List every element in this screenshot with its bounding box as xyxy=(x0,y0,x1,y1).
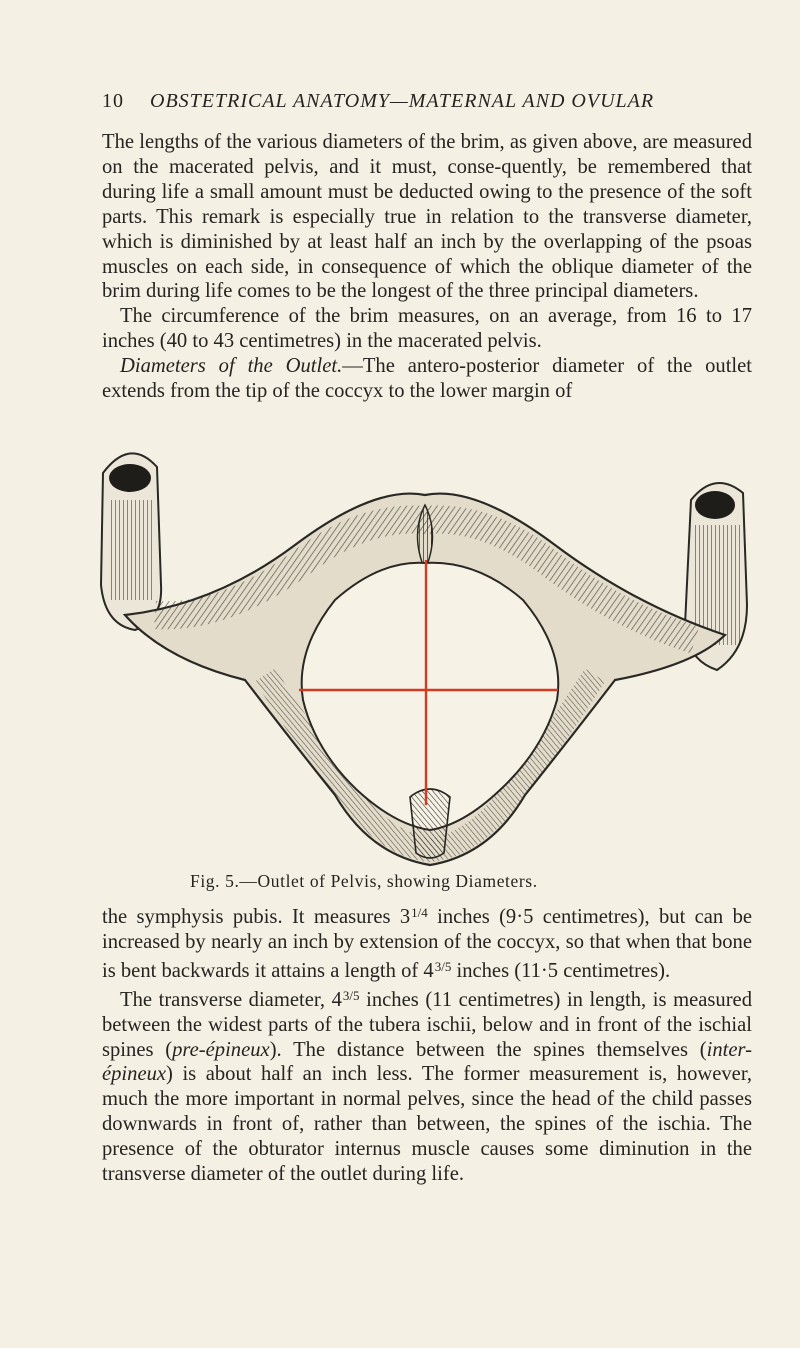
fraction-transverse: 3/5 xyxy=(342,987,360,1003)
ap-text-b: inches (9·5 centimetres), but can be increased by nearly an inch by extension of the coccyx, so that when that bone is bent backwards it attains a length of 4 xyxy=(102,906,753,982)
figure-caption: Fig. 5.—Outlet of Pelvis, showing Diameters. xyxy=(190,871,538,891)
fraction-quarter: 1/4 xyxy=(411,905,428,920)
paragraph-brim-circumference: The circumference of the brim measures, on an average, from 16 to 17 inches (40 to 43 centimetres) in the macerated pelvis. xyxy=(102,305,752,353)
term-inter-epineux: inter-épineux xyxy=(102,1038,752,1086)
text-block-top xyxy=(102,130,752,404)
outlet-text: —The antero-posterior diameter of the outlet extends from the tip of the coccyx to the lower margin of xyxy=(102,355,752,403)
paragraph-outlet-diameters xyxy=(102,354,752,404)
fraction-three-fifths: 3/5 xyxy=(434,958,452,974)
tr-text-b: inches (11 centimetres) in length, is measured between the widest parts of the tubera ischii, below and in front of the ischial spines ( xyxy=(102,988,752,1061)
tr-text-a: The transverse diameter, 4 xyxy=(120,988,342,1011)
tr-text-d: ) is about half an inch less. The former measurement is, however, much the more important in normal pelves, since the head of the child passes downwards in front of, rather than between, the spines of the ischia. The presence of the obturator internus muscle causes some diminution in the transverse diameter of the outlet during life. xyxy=(102,1063,752,1186)
text-block-bottom xyxy=(102,901,752,1187)
section-heading-outlet: Diameters of the Outlet. xyxy=(120,355,343,378)
paragraph-antero-posterior xyxy=(102,901,752,984)
chapter-title: OBSTETRICAL ANATOMY—MATERNAL AND OVULAR xyxy=(150,90,655,112)
coccyx xyxy=(410,789,450,858)
paragraph-brim-lengths: The lengths of the various diameters of the brim, as given above, are measured on the macerated pelvis, and it must, conse-quently, be remembered that during life a small amount must be deducted owing to the presence of the soft parts. This remark is especially true in relation to the transverse diameter, which is diminished by at least half an inch by the overlapping of the psoas muscles on each side, in consequence of which the oblique diameter of the brim during life comes to be the longest of the three principal diameters. xyxy=(102,131,752,303)
tr-text-c: ). The distance between the spines themselves ( xyxy=(269,1038,707,1061)
ap-text-a: the symphysis pubis. It measures 3 xyxy=(102,906,411,928)
running-head xyxy=(102,90,722,113)
ap-text-c: inches (11·5 centimetres). xyxy=(451,959,671,982)
pelvis-outlet-figure xyxy=(95,445,755,870)
term-pre-epineux: pre-épineux xyxy=(172,1038,270,1061)
page-number: 10 xyxy=(102,90,124,112)
left-ischium-column xyxy=(101,453,161,630)
paragraph-transverse xyxy=(102,984,752,1187)
